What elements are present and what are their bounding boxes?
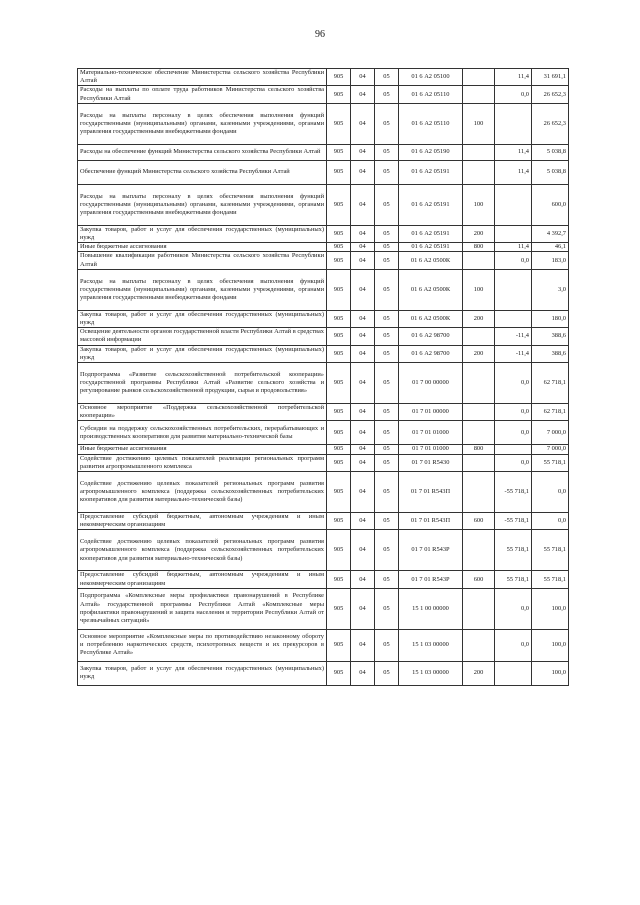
table-row bbox=[78, 404, 569, 421]
row-admin-code: 905 bbox=[327, 454, 351, 471]
row-admin-code: 905 bbox=[327, 421, 351, 445]
table-row bbox=[78, 513, 569, 530]
row-section: 04 bbox=[351, 310, 375, 327]
row-expense-type: 200 bbox=[463, 310, 495, 327]
row-change-amount: 0,0 bbox=[495, 404, 532, 421]
row-expense-type bbox=[463, 69, 495, 86]
row-admin-code: 905 bbox=[327, 103, 351, 144]
row-target-code: 01 6 А2 98700 bbox=[399, 328, 463, 345]
row-target-code: 01 7 01 R5430 bbox=[399, 454, 463, 471]
row-section: 04 bbox=[351, 144, 375, 160]
row-expense-type bbox=[463, 86, 495, 103]
row-section: 04 bbox=[351, 454, 375, 471]
row-change-amount bbox=[495, 103, 532, 144]
table-row bbox=[78, 472, 569, 513]
row-name: Расходы на выплаты персоналу в целях обеспечения выполнения функций государственными (муниципальными) органами, казенными учреждениями, органами управления государственными внебюджетными фондами bbox=[78, 269, 327, 310]
row-admin-code: 905 bbox=[327, 184, 351, 225]
row-expense-type: 600 bbox=[463, 513, 495, 530]
row-section: 04 bbox=[351, 69, 375, 86]
row-subsection: 05 bbox=[375, 144, 399, 160]
row-subsection: 05 bbox=[375, 269, 399, 310]
row-target-code: 01 6 А2 0500К bbox=[399, 310, 463, 327]
row-expense-type bbox=[463, 530, 495, 571]
row-change-amount: 55 718,1 bbox=[495, 571, 532, 588]
row-expense-type: 100 bbox=[463, 269, 495, 310]
row-section: 04 bbox=[351, 588, 375, 629]
row-subsection: 05 bbox=[375, 225, 399, 242]
row-name: Содействие достижению целевых показателей региональных программ развития агропромышленного комплекса (поддержка сельскохозяйственных потребительских кооперативов для развития материально-технической базы) bbox=[78, 472, 327, 513]
row-target-code: 01 7 01 00000 bbox=[399, 404, 463, 421]
row-expense-type bbox=[463, 588, 495, 629]
row-subsection: 05 bbox=[375, 513, 399, 530]
row-expense-type: 800 bbox=[463, 243, 495, 252]
row-subsection: 05 bbox=[375, 530, 399, 571]
table-row bbox=[78, 103, 569, 144]
row-expense-type bbox=[463, 629, 495, 661]
row-subsection: 05 bbox=[375, 445, 399, 454]
table-row bbox=[78, 629, 569, 661]
row-change-amount bbox=[495, 661, 532, 685]
row-expense-type bbox=[463, 363, 495, 404]
row-change-amount bbox=[495, 310, 532, 327]
row-target-code: 01 6 А2 05191 bbox=[399, 243, 463, 252]
row-subsection: 05 bbox=[375, 588, 399, 629]
row-admin-code: 905 bbox=[327, 445, 351, 454]
row-name: Закупка товаров, работ и услуг для обеспечения государственных (муниципальных) нужд bbox=[78, 345, 327, 362]
row-total-amount: 31 691,1 bbox=[532, 69, 569, 86]
row-target-code: 15 1 00 00000 bbox=[399, 588, 463, 629]
table-row bbox=[78, 363, 569, 404]
row-total-amount: 7 000,0 bbox=[532, 445, 569, 454]
table-row bbox=[78, 445, 569, 454]
row-total-amount: 26 652,3 bbox=[532, 86, 569, 103]
row-expense-type bbox=[463, 160, 495, 184]
row-section: 04 bbox=[351, 345, 375, 362]
table-row bbox=[78, 661, 569, 685]
row-admin-code: 905 bbox=[327, 530, 351, 571]
row-total-amount: 5 038,8 bbox=[532, 144, 569, 160]
row-target-code: 15 1 03 00000 bbox=[399, 629, 463, 661]
table-row bbox=[78, 588, 569, 629]
row-total-amount: 388,6 bbox=[532, 328, 569, 345]
row-name: Обеспечение функций Министерства сельского хозяйства Республики Алтай bbox=[78, 160, 327, 184]
table-row bbox=[78, 328, 569, 345]
table-row bbox=[78, 454, 569, 471]
row-name: Расходы на выплаты персоналу в целях обеспечения выполнения функций государственными (муниципальными) органами, казенными учреждениями, органами управления государственными внебюджетными фондами bbox=[78, 103, 327, 144]
row-change-amount: -55 718,1 bbox=[495, 513, 532, 530]
row-name: Основное мероприятие «Поддержка сельскохозяйственной потребительской кооперации» bbox=[78, 404, 327, 421]
row-name: Повышение квалификации работников Министерства сельского хозяйства Республики Алтай bbox=[78, 252, 327, 269]
row-change-amount: 0,0 bbox=[495, 421, 532, 445]
row-target-code: 01 7 01 01000 bbox=[399, 421, 463, 445]
table-row bbox=[78, 421, 569, 445]
row-admin-code: 905 bbox=[327, 588, 351, 629]
row-target-code: 01 6 А2 0500К bbox=[399, 269, 463, 310]
row-section: 04 bbox=[351, 445, 375, 454]
row-total-amount: 0,0 bbox=[532, 513, 569, 530]
table-row bbox=[78, 345, 569, 362]
row-target-code: 01 6 А2 05110 bbox=[399, 86, 463, 103]
row-section: 04 bbox=[351, 571, 375, 588]
row-change-amount: 0,0 bbox=[495, 454, 532, 471]
row-change-amount bbox=[495, 225, 532, 242]
row-name: Субсидии на поддержку сельскохозяйственных потребительских, перерабатывающих и производственных кооперативов для развития материально-технической базы bbox=[78, 421, 327, 445]
row-admin-code: 905 bbox=[327, 144, 351, 160]
row-total-amount: 3,0 bbox=[532, 269, 569, 310]
row-subsection: 05 bbox=[375, 86, 399, 103]
row-admin-code: 905 bbox=[327, 160, 351, 184]
row-target-code: 01 7 01 R543П bbox=[399, 513, 463, 530]
row-target-code: 01 6 А2 98700 bbox=[399, 345, 463, 362]
row-total-amount: 0,0 bbox=[532, 472, 569, 513]
row-subsection: 05 bbox=[375, 184, 399, 225]
table-row bbox=[78, 160, 569, 184]
table-row bbox=[78, 225, 569, 242]
row-subsection: 05 bbox=[375, 571, 399, 588]
row-admin-code: 905 bbox=[327, 225, 351, 242]
row-expense-type: 800 bbox=[463, 445, 495, 454]
row-subsection: 05 bbox=[375, 252, 399, 269]
row-total-amount: 100,0 bbox=[532, 588, 569, 629]
row-change-amount: 11,4 bbox=[495, 144, 532, 160]
row-total-amount: 7 000,0 bbox=[532, 421, 569, 445]
row-admin-code: 905 bbox=[327, 363, 351, 404]
table-row bbox=[78, 243, 569, 252]
table-row bbox=[78, 269, 569, 310]
row-subsection: 05 bbox=[375, 629, 399, 661]
row-target-code: 01 7 00 00000 bbox=[399, 363, 463, 404]
row-total-amount: 100,0 bbox=[532, 661, 569, 685]
row-subsection: 05 bbox=[375, 345, 399, 362]
row-section: 04 bbox=[351, 513, 375, 530]
table-row bbox=[78, 69, 569, 86]
row-name: Предоставление субсидий бюджетным, автономным учреждениям и иным некоммерческим организациям bbox=[78, 571, 327, 588]
row-subsection: 05 bbox=[375, 421, 399, 445]
row-section: 04 bbox=[351, 225, 375, 242]
row-admin-code: 905 bbox=[327, 252, 351, 269]
row-name: Основное мероприятие «Комплексные меры по противодействию незаконному обороту и потреблению наркотических средств, психотропных веществ и их прекурсоров в Республике Алтай» bbox=[78, 629, 327, 661]
row-section: 04 bbox=[351, 404, 375, 421]
row-admin-code: 905 bbox=[327, 328, 351, 345]
row-name: Расходы на выплаты персоналу в целях обеспечения выполнения функций государственными (муниципальными) органами, казенными учреждениями, органами управления государственными внебюджетными фондами bbox=[78, 184, 327, 225]
row-expense-type bbox=[463, 472, 495, 513]
row-name: Закупка товаров, работ и услуг для обеспечения государственных (муниципальных) нужд bbox=[78, 225, 327, 242]
row-change-amount: 55 718,1 bbox=[495, 530, 532, 571]
row-name: Иные бюджетные ассигнования bbox=[78, 243, 327, 252]
row-expense-type bbox=[463, 404, 495, 421]
row-subsection: 05 bbox=[375, 454, 399, 471]
row-name: Содействие достижению целевых показателей региональных программ развития агропромышленного комплекса (поддержка сельскохозяйственных потребительских кооперативов для развития материально-технической базы) bbox=[78, 530, 327, 571]
row-change-amount bbox=[495, 269, 532, 310]
row-change-amount: -11,4 bbox=[495, 345, 532, 362]
row-target-code: 01 7 01 01000 bbox=[399, 445, 463, 454]
row-change-amount: 11,4 bbox=[495, 243, 532, 252]
row-total-amount: 55 718,1 bbox=[532, 571, 569, 588]
row-admin-code: 905 bbox=[327, 243, 351, 252]
row-section: 04 bbox=[351, 421, 375, 445]
row-section: 04 bbox=[351, 472, 375, 513]
row-name: Подпрограмма «Развитие сельскохозяйственной потребительской кооперации» государственной программы Республики Алтай «Развитие сельского хозяйства и регулирование рынков сельскохозяйственной продукции, сырья и продовольствия» bbox=[78, 363, 327, 404]
row-change-amount: 11,4 bbox=[495, 69, 532, 86]
row-target-code: 01 6 А2 05191 bbox=[399, 160, 463, 184]
row-admin-code: 905 bbox=[327, 345, 351, 362]
row-section: 04 bbox=[351, 160, 375, 184]
row-target-code: 01 6 А2 05100 bbox=[399, 69, 463, 86]
row-target-code: 15 1 03 00000 bbox=[399, 661, 463, 685]
row-name: Расходы на выплаты по оплате труда работников Министерства сельского хозяйства Республики Алтай bbox=[78, 86, 327, 103]
row-total-amount: 4 392,7 bbox=[532, 225, 569, 242]
row-change-amount bbox=[495, 445, 532, 454]
row-total-amount: 600,0 bbox=[532, 184, 569, 225]
row-subsection: 05 bbox=[375, 404, 399, 421]
row-expense-type bbox=[463, 252, 495, 269]
row-total-amount: 62 718,1 bbox=[532, 404, 569, 421]
row-total-amount: 388,6 bbox=[532, 345, 569, 362]
row-total-amount: 55 718,1 bbox=[532, 454, 569, 471]
row-target-code: 01 6 А2 05110 bbox=[399, 103, 463, 144]
row-total-amount: 180,0 bbox=[532, 310, 569, 327]
row-change-amount: 0,0 bbox=[495, 629, 532, 661]
row-change-amount: 0,0 bbox=[495, 588, 532, 629]
row-section: 04 bbox=[351, 363, 375, 404]
row-subsection: 05 bbox=[375, 243, 399, 252]
row-expense-type: 200 bbox=[463, 345, 495, 362]
row-section: 04 bbox=[351, 530, 375, 571]
row-admin-code: 905 bbox=[327, 86, 351, 103]
row-target-code: 01 6 А2 05191 bbox=[399, 184, 463, 225]
table-row bbox=[78, 252, 569, 269]
row-expense-type bbox=[463, 421, 495, 445]
row-admin-code: 905 bbox=[327, 69, 351, 86]
row-change-amount: -11,4 bbox=[495, 328, 532, 345]
row-change-amount: 0,0 bbox=[495, 86, 532, 103]
table-row bbox=[78, 310, 569, 327]
row-target-code: 01 6 А2 05191 bbox=[399, 225, 463, 242]
row-admin-code: 905 bbox=[327, 571, 351, 588]
row-expense-type: 200 bbox=[463, 661, 495, 685]
row-expense-type bbox=[463, 144, 495, 160]
row-section: 04 bbox=[351, 103, 375, 144]
row-admin-code: 905 bbox=[327, 661, 351, 685]
row-target-code: 01 6 А2 05190 bbox=[399, 144, 463, 160]
table-row bbox=[78, 144, 569, 160]
row-subsection: 05 bbox=[375, 661, 399, 685]
row-name: Подпрограмма «Комплексные меры профилактики правонарушений в Республике Алтай» государственной программы Республики Алтай «Комплексные меры профилактики правонарушений и защита населения и территории Республики Алтай от чрезвычайных ситуаций» bbox=[78, 588, 327, 629]
row-subsection: 05 bbox=[375, 310, 399, 327]
row-admin-code: 905 bbox=[327, 310, 351, 327]
page-number: 96 bbox=[315, 29, 325, 40]
row-name: Закупка товаров, работ и услуг для обеспечения государственных (муниципальных) нужд bbox=[78, 661, 327, 685]
row-subsection: 05 bbox=[375, 103, 399, 144]
row-expense-type bbox=[463, 454, 495, 471]
row-change-amount: 11,4 bbox=[495, 160, 532, 184]
row-total-amount: 46,1 bbox=[532, 243, 569, 252]
row-admin-code: 905 bbox=[327, 269, 351, 310]
row-section: 04 bbox=[351, 184, 375, 225]
row-change-amount bbox=[495, 184, 532, 225]
row-section: 04 bbox=[351, 661, 375, 685]
row-total-amount: 183,0 bbox=[532, 252, 569, 269]
row-subsection: 05 bbox=[375, 363, 399, 404]
row-target-code: 01 7 01 R543Р bbox=[399, 571, 463, 588]
row-section: 04 bbox=[351, 86, 375, 103]
row-name: Освещение деятельности органов государственной власти Республики Алтай в средствах массовой информации bbox=[78, 328, 327, 345]
row-target-code: 01 6 А2 0500К bbox=[399, 252, 463, 269]
row-section: 04 bbox=[351, 252, 375, 269]
row-admin-code: 905 bbox=[327, 629, 351, 661]
table-row bbox=[78, 86, 569, 103]
row-total-amount: 26 652,3 bbox=[532, 103, 569, 144]
row-name: Иные бюджетные ассигнования bbox=[78, 445, 327, 454]
row-name: Содействие достижению целевых показателей реализации региональных программ развития агропромышленного комплекса bbox=[78, 454, 327, 471]
table-row bbox=[78, 184, 569, 225]
row-section: 04 bbox=[351, 629, 375, 661]
row-expense-type bbox=[463, 328, 495, 345]
row-subsection: 05 bbox=[375, 472, 399, 513]
row-expense-type: 200 bbox=[463, 225, 495, 242]
row-subsection: 05 bbox=[375, 160, 399, 184]
row-change-amount: -55 718,1 bbox=[495, 472, 532, 513]
row-target-code: 01 7 01 R543Р bbox=[399, 530, 463, 571]
row-target-code: 01 7 01 R543П bbox=[399, 472, 463, 513]
row-change-amount: 0,0 bbox=[495, 363, 532, 404]
table-row bbox=[78, 530, 569, 571]
row-section: 04 bbox=[351, 328, 375, 345]
row-section: 04 bbox=[351, 269, 375, 310]
row-admin-code: 905 bbox=[327, 472, 351, 513]
row-total-amount: 55 718,1 bbox=[532, 530, 569, 571]
row-expense-type: 100 bbox=[463, 184, 495, 225]
table-row bbox=[78, 571, 569, 588]
row-change-amount: 0,0 bbox=[495, 252, 532, 269]
budget-table bbox=[77, 68, 569, 686]
row-subsection: 05 bbox=[375, 69, 399, 86]
row-section: 04 bbox=[351, 243, 375, 252]
row-total-amount: 5 038,8 bbox=[532, 160, 569, 184]
row-name: Расходы на обеспечение функций Министерства сельского хозяйства Республики Алтай bbox=[78, 144, 327, 160]
row-total-amount: 100,0 bbox=[532, 629, 569, 661]
row-admin-code: 905 bbox=[327, 404, 351, 421]
row-expense-type: 600 bbox=[463, 571, 495, 588]
budget-table-body bbox=[78, 69, 569, 686]
row-subsection: 05 bbox=[375, 328, 399, 345]
row-total-amount: 62 718,1 bbox=[532, 363, 569, 404]
row-name: Материально-техническое обеспечение Министерства сельского хозяйства Республики Алтай bbox=[78, 69, 327, 86]
row-expense-type: 100 bbox=[463, 103, 495, 144]
row-admin-code: 905 bbox=[327, 513, 351, 530]
row-name: Закупка товаров, работ и услуг для обеспечения государственных (муниципальных) нужд bbox=[78, 310, 327, 327]
row-name: Предоставление субсидий бюджетным, автономным учреждениям и иным некоммерческим организациям bbox=[78, 513, 327, 530]
